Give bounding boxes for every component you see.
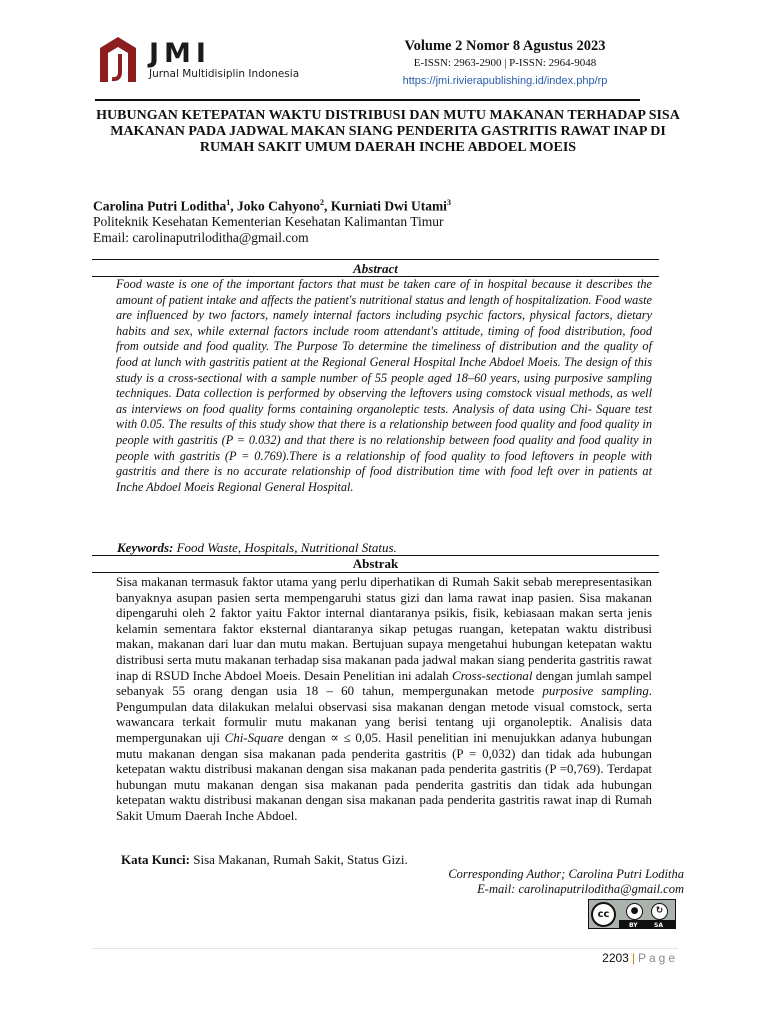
- license-band: [619, 920, 675, 928]
- abstrak-segment: dengan ∝ ≤ 0,05. Hasil penelitian ini menujukkan adanya hubungan mutu makanan dengan sisa makanan pada penderita gastritis (P = 0,032) dan tidak ada hubungan ketepatan waktu distribusi makanan dengan sisa makanan pada penderita gastritis (P =0,769). Terdapat hubungan mutu makanan dengan sisa makanan pada penderita gastritis dan tidak ada hubungan ketepatan waktu distribusi makanan dengan sisa makanan pada penderita gastritis rawat inap di Rumah Sakit Umum Daerah Inche Abdoel.: [116, 730, 652, 823]
- keywords-label: Keywords:: [117, 540, 174, 555]
- license-by-label: BY: [629, 922, 638, 929]
- abstrak-segment-italic: Cross-sectional: [451, 668, 533, 683]
- corresponding-author-name: Corresponding Author; Carolina Putri Loditha: [448, 867, 684, 881]
- abstrak-heading-rule: [92, 572, 659, 573]
- issue-info: Volume 2 Nomor 8 Agustus 2023: [404, 38, 606, 54]
- issn-info: E-ISSN: 2963-2900 | P-ISSN: 2964-9048: [413, 57, 597, 69]
- article-title: HUBUNGAN KETEPATAN WAKTU DISTRIBUSI DAN MUTU MAKANAN TERHADAP SISA MAKANAN PADA JADWAL MAKAN SIANG PENDERITA GASTRITIS RAWAT INAP DI RUMAH SAKIT UMUM DAERAH INCHE ABDOEL MOEIS: [96, 108, 680, 155]
- corresponding-author: [300, 867, 684, 897]
- cc-license-badge[interactable]: [588, 899, 676, 929]
- author-name: Kurniati Dwi Utami: [330, 198, 447, 214]
- author-name: Joko Cahyono: [237, 198, 320, 214]
- author-email: Email: carolinaputriloditha@gmail.com: [93, 230, 309, 245]
- kata-kunci-label: Kata Kunci:: [121, 852, 190, 867]
- abstrak-segment: dengan jumlah sampel sebanyak 55 orang dengan usia 18 – 60 tahun, mempergunakan metode: [116, 668, 652, 699]
- logo-subtitle: Jurnal Multidisiplin Indonesia: [149, 68, 300, 80]
- logo-title: JMI: [149, 38, 211, 69]
- page-number-value: 2203: [602, 951, 629, 965]
- author-separator: ,: [230, 198, 238, 214]
- abstract-top-rule: [92, 259, 659, 260]
- share-alike-icon: ↻: [651, 903, 668, 920]
- cc-icon: cc: [591, 902, 616, 927]
- journal-logo: [95, 34, 345, 90]
- author-name: Carolina Putri Loditha: [93, 198, 227, 214]
- abstrak-segment: . Pengumpulan data dilakukan melalui observasi sisa makanan dengan metode visual comstock, serta wawancara terkait formulir mutu makanan yang berisi tentang uji organoleptik. Analisis data mempergunakan uji: [116, 684, 652, 745]
- license-sa-label: SA: [654, 922, 663, 929]
- kata-kunci: [121, 852, 408, 868]
- abstrak-heading: Abstrak: [352, 556, 399, 571]
- page-label: Page: [637, 951, 678, 965]
- abstract-heading: Abstract: [353, 261, 398, 276]
- keywords-value: Food Waste, Hospitals, Nutritional Status.: [173, 540, 397, 555]
- by-person-icon: ●: [626, 903, 643, 920]
- author-affiliation-mark: 3: [446, 198, 451, 207]
- page-number: [560, 951, 678, 965]
- header-divider: [95, 99, 640, 101]
- author-list: [93, 198, 451, 215]
- kata-kunci-value: Sisa Makanan, Rumah Sakit, Status Gizi.: [189, 852, 408, 867]
- page-separator: |: [631, 951, 635, 965]
- journal-link[interactable]: https://jmi.rivierapublishing.id/index.php/rp: [402, 75, 608, 87]
- abstract-text: Food waste is one of the important factors that must be taken care of in hospital because it describes the amount of patient intake and affects the patient's nutritional status and length of hospitalization. Food waste are influenced by two factors, namely internal factors including psychic factors, physical factors, dietary habits and sex, while external factors include room attendant's attitude, timing of food distribution, food from outside and food quality. The Purpose To determine the timeliness of distribution and the quality of food at lunch with gastritis patient at the Regional General Hospital Inche Abdoel Moeis. The design of this study is a cross-sectional with a sample number of 55 people aged 18–60 years, using purposive sampling techniques. Data collection is performed by observing the leftovers using comstock visual methods, as well as interviews on food quality forms containing organoleptic tests. Analysis of data using Chi- Square test with 0.05. The results of this study show that there is a relationship between food quality and food quality in people with gastritis (P = 0.032) and that there is no relationship between food quality and food quality in people with gastritis (P = 0.769).There is a relationship of food quality to food leftovers in people with gastritis and there is no accurate relationship of food distribution time with food left over in patients at Inche Abdoel Moeis Regional General Hospital.: [116, 277, 652, 494]
- footer-divider: [92, 948, 678, 949]
- author-affiliation-mark: 1: [226, 198, 231, 207]
- abstrak-segment: Sisa makanan termasuk faktor utama yang perlu diperhatikan di Rumah Sakit sebab merepresentasikan banyaknya asupan pasien serta mempengaruhi status gizi dan lama rawat inap pasien. Sisa makanan dipengaruhi oleh 2 faktor yaitu Faktor internal diantaranya psikis, fisik, kebiasaan makan serta jenis kelamin sementara faktor eksternal diantaranya sikap petugas ruangan, ketepatan waktu distribusi makan, makanan dari luar dan mutu makan. Bertujuan supaya mengetahui hubungan ketepatan waktu distribusi serta mutu makanan terhadap sisa makanan pada jadwal makan siang penderita gastritis rawat inap di RSUD Inche Abdoel Moeis. Desain Penelitian ini adalah: [116, 575, 652, 683]
- author-separator: ,: [323, 198, 331, 214]
- abstrak-segment-italic: purposive sampling: [542, 684, 649, 699]
- affiliation: Politeknik Kesehatan Kementerian Kesehatan Kalimantan Timur: [93, 214, 444, 229]
- corresponding-author-email: E-mail: carolinaputriloditha@gmail.com: [477, 882, 684, 896]
- jmi-logo-icon: [95, 34, 141, 84]
- keywords: [117, 540, 397, 556]
- abstrak-text: [116, 575, 652, 825]
- author-affiliation-mark: 2: [319, 198, 324, 207]
- abstrak-segment-italic: Chi-Square: [224, 730, 284, 745]
